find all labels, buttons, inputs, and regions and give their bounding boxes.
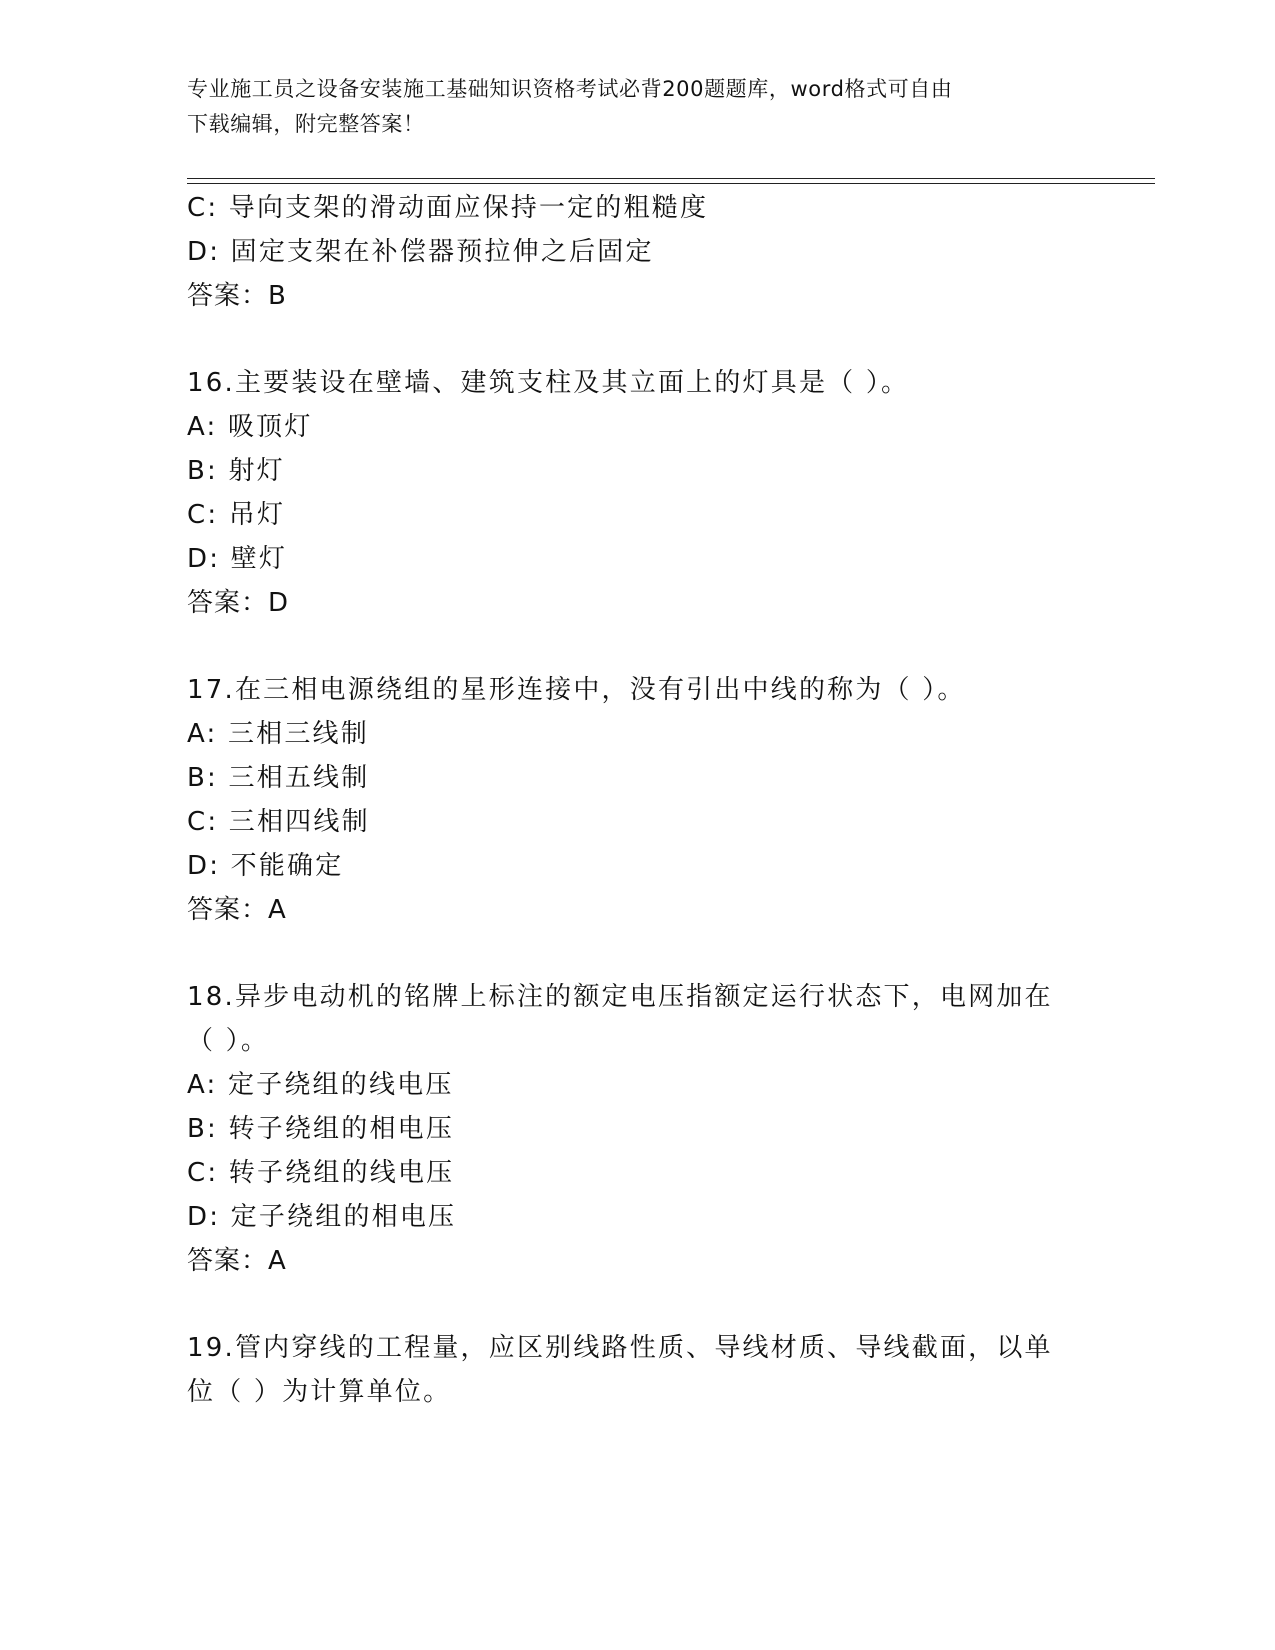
question-18-option-a: A: 定子绕组的线电压: [187, 1070, 454, 1100]
question-17-option-b: B: 三相五线制: [187, 763, 370, 793]
question-16-option-d: D: 壁灯: [187, 544, 288, 574]
question-18-option-d: D: 定子绕组的相电压: [187, 1202, 457, 1232]
question-18-option-c: C: 转子绕组的线电压: [187, 1158, 455, 1188]
question-16-option-b: B: 射灯: [187, 456, 285, 486]
header-line-1: 专业施工员之设备安装施工基础知识资格考试必背200题题库，word格式可自由: [187, 77, 953, 101]
question-16-option-a: A: 吸顶灯: [187, 412, 313, 442]
header-line-2: 下载编辑，附完整答案！: [187, 112, 425, 136]
question-18-answer: 答案：A: [187, 1246, 287, 1276]
question-17-stem: 17.在三相电源绕组的星形连接中，没有引出中线的称为（ ）。: [187, 675, 966, 705]
document-header: [187, 72, 1087, 142]
answer-line: 答案：B: [187, 281, 287, 311]
question-16-answer: 答案：D: [187, 588, 290, 618]
question-17-option-c: C: 三相四线制: [187, 807, 370, 837]
question-17-option-a: A: 三相三线制: [187, 719, 369, 749]
question-19-stem-line-2: 位（ ）为计算单位。: [187, 1377, 452, 1407]
option-d: D: 固定支架在补偿器预拉伸之后固定: [187, 237, 654, 267]
question-16-option-c: C: 吊灯: [187, 500, 286, 530]
question-16-stem: 16.主要装设在壁墙、建筑支柱及其立面上的灯具是（ ）。: [187, 368, 910, 398]
question-18-option-b: B: 转子绕组的相电压: [187, 1114, 455, 1144]
question-17-option-d: D: 不能确定: [187, 851, 344, 881]
question-18-stem-line-1: 18.异步电动机的铭牌上标注的额定电压指额定运行状态下，电网加在: [187, 982, 1053, 1012]
header-rule-bottom: [187, 183, 1155, 184]
question-19-stem-line-1: 19.管内穿线的工程量，应区别线路性质、导线材质、导线截面，以单: [187, 1333, 1053, 1363]
option-c: C: 导向支架的滑动面应保持一定的粗糙度: [187, 193, 709, 223]
question-18-stem-line-2: （ ）。: [187, 1026, 270, 1056]
header-rule-top: [187, 178, 1155, 179]
question-17-answer: 答案：A: [187, 895, 287, 925]
